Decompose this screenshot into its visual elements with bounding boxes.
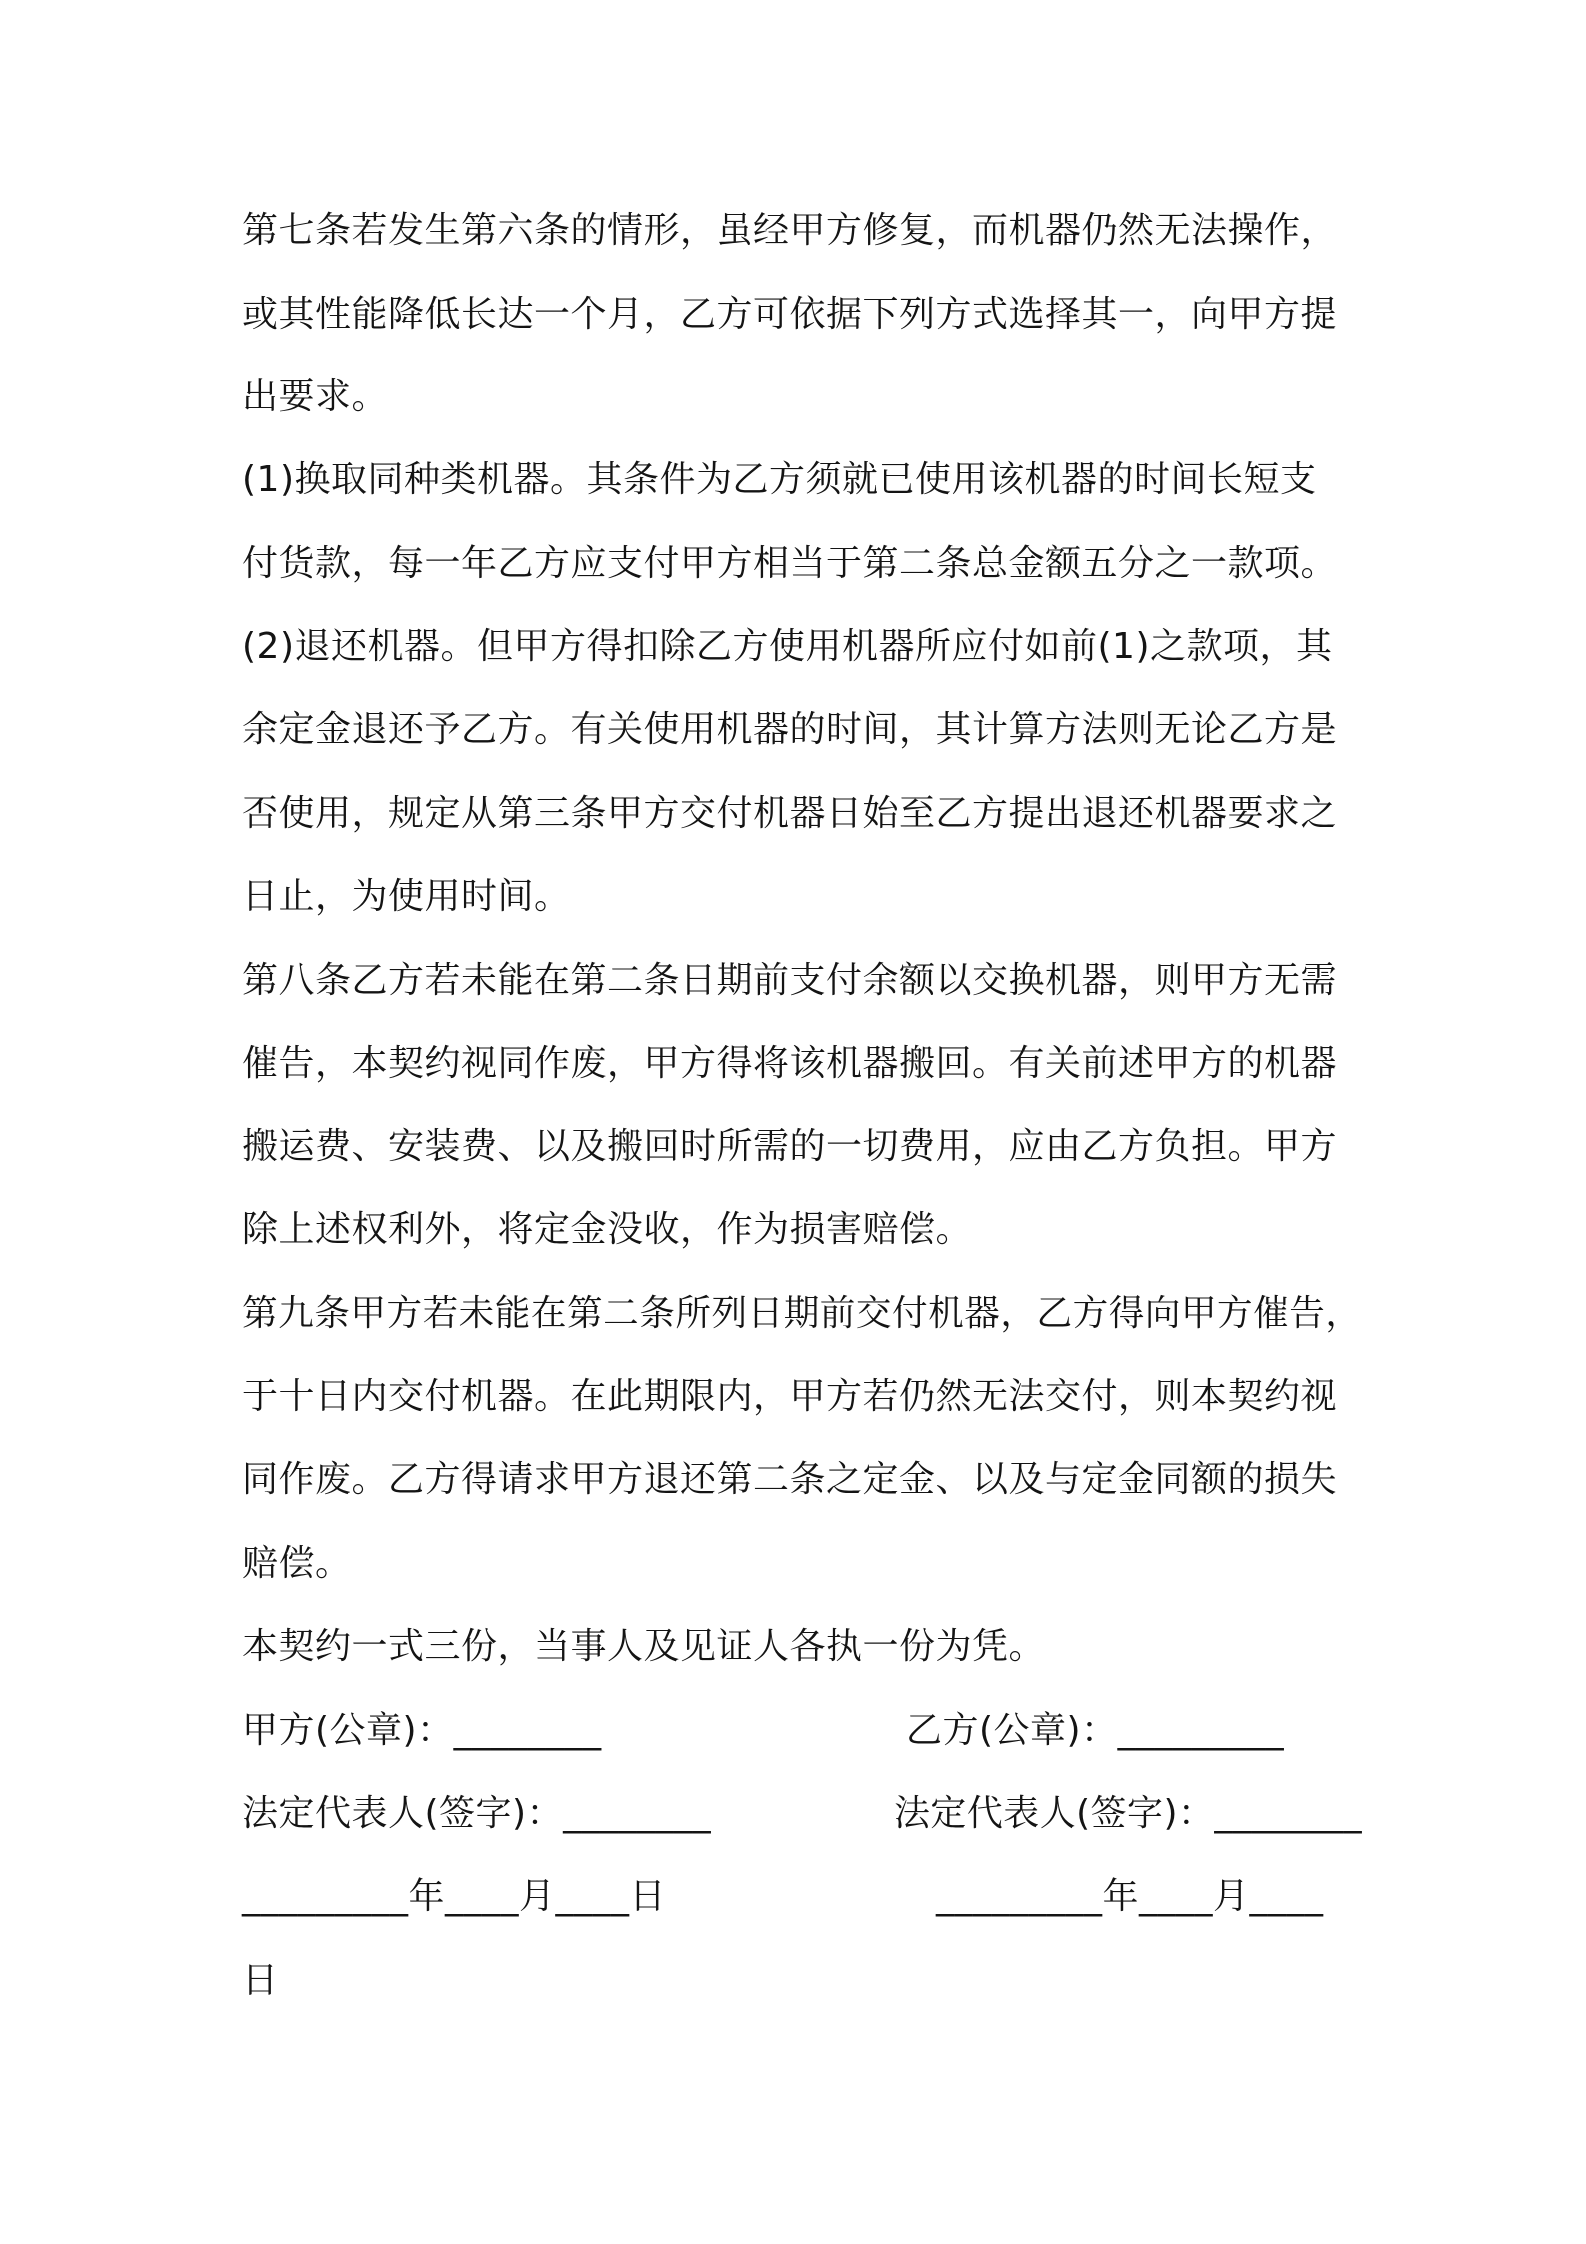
party-a-representative-field: 法定代表人(签字)：________ [242,1793,712,1834]
body-line: 付货款，每一年乙方应支付甲方相当于第二条总金额五分之一款项。 [242,543,1338,584]
date-day-suffix: 日 [242,1960,279,2001]
body-line: 第七条若发生第六条的情形，虽经甲方修复，而机器仍然无法操作， [242,210,1338,251]
body-line: (2)退还机器。但甲方得扣除乙方使用机器所应付如前(1)之款项，其 [242,626,1333,667]
party-a-seal-field: 甲方(公章)：________ [242,1710,602,1751]
party-b-seal-field: 乙方(公章)：_________ [906,1710,1285,1751]
body-line: 或其性能降低长达一个月，乙方可依据下列方式选择其一，向甲方提 [242,294,1338,335]
body-line: 催告，本契约视同作废，甲方得将该机器搬回。有关前述甲方的机器 [242,1043,1338,1084]
body-line: 除上述权利外，将定金没收，作为损害赔偿。 [242,1209,973,1250]
body-line: 日止，为使用时间。 [242,876,571,917]
party-a-date-field: _________年____月____日 [242,1876,666,1917]
body-line: 余定金退还予乙方。有关使用机器的时间，其计算方法则无论乙方是 [242,709,1338,750]
body-line: 否使用，规定从第三条甲方交付机器日始至乙方提出退还机器要求之 [242,793,1338,834]
body-line: 于十日内交付机器。在此期限内，甲方若仍然无法交付，则本契约视 [242,1376,1338,1417]
body-line: 搬运费、安装费、以及搬回时所需的一切费用，应由乙方负担。甲方 [242,1126,1338,1167]
body-line: 第九条甲方若未能在第二条所列日期前交付机器，乙方得向甲方催告， [242,1293,1362,1334]
body-line: 同作废。乙方得请求甲方退还第二条之定金、以及与定金同额的损失 [242,1459,1338,1500]
body-line: (1)换取同种类机器。其条件为乙方须就已使用该机器的时间长短支 [242,459,1317,500]
party-b-date-field: _________年____月____ [936,1876,1324,1917]
body-line: 赔偿。 [242,1543,352,1584]
party-b-representative-field: 法定代表人(签字)：________ [894,1793,1363,1834]
body-line: 本契约一式三份，当事人及见证人各执一份为凭。 [242,1626,1046,1667]
body-line: 出要求。 [242,376,389,417]
body-line: 第八条乙方若未能在第二条日期前支付余额以交换机器，则甲方无需 [242,960,1338,1001]
